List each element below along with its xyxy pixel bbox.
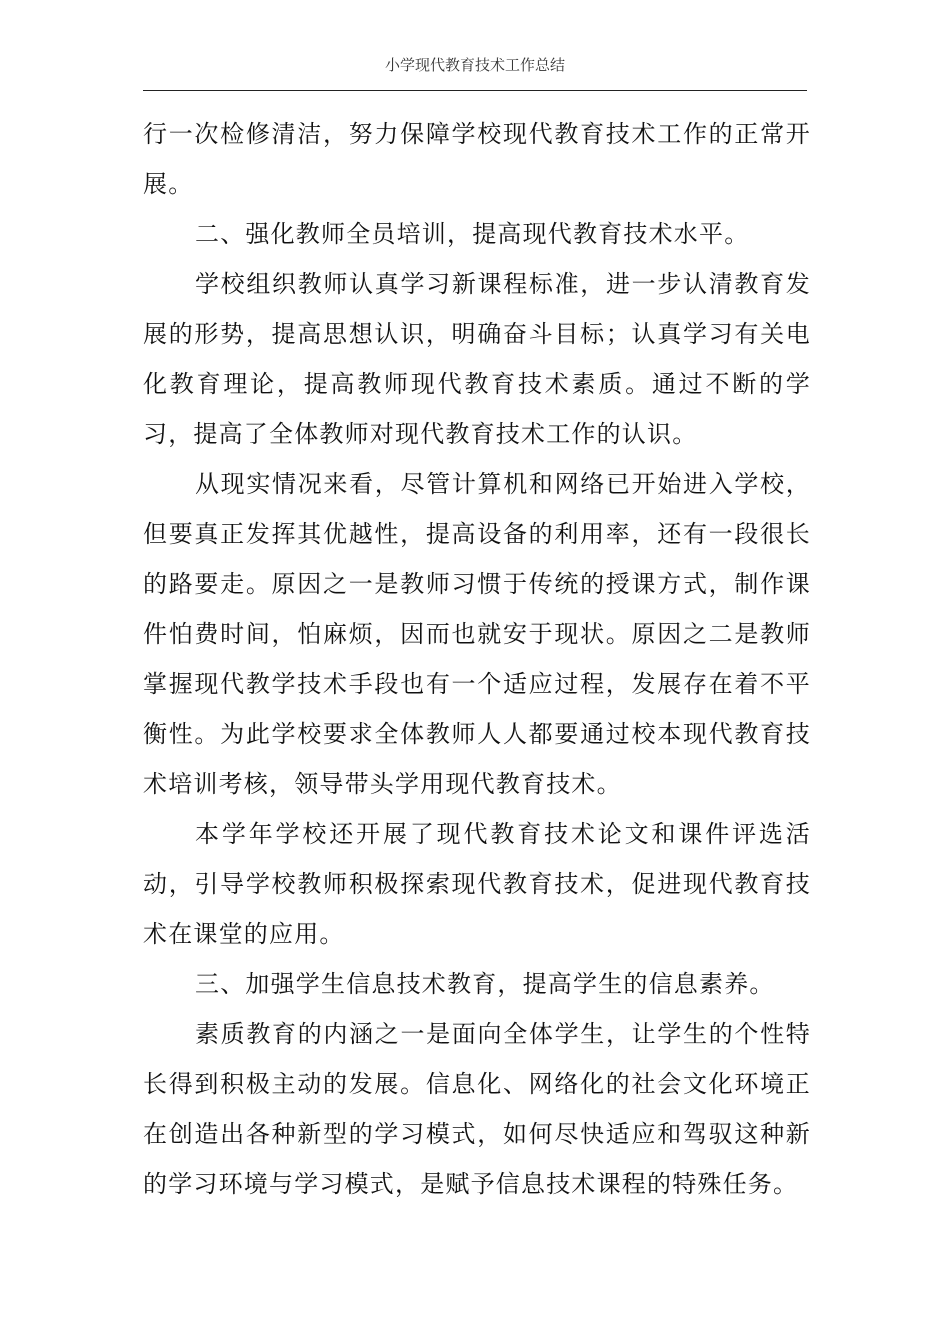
paragraph: 素质教育的内涵之一是面向全体学生，让学生的个性特长得到积极主动的发展。信息化、网络化的社会文化环境正在创造出各种新型的学习模式，如何尽快适应和驾驭这种新的学习环境与学习模式，是赋予信息技术课程的特殊任务。: [143, 1020, 811, 1198]
paragraph: 本学年学校还开展了现代教育技术论文和课件评选活动，引导学校教师积极探索现代教育技术，促进现代教育技术在课堂的应用。: [143, 820, 811, 948]
section-heading-3: 三、加强学生信息技术教育，提高学生的信息素养。: [195, 970, 775, 998]
header-divider: [143, 90, 807, 91]
paragraph: 学校组织教师认真学习新课程标准，进一步认清教育发展的形势，提高思想认识，明确奋斗目标；认真学习有关电化教育理论，提高教师现代教育技术素质。通过不断的学习，提高了全体教师对现代教育技术工作的认识。: [143, 270, 811, 448]
document-body: [143, 109, 811, 1209]
page-header-title: 小学现代教育技术工作总结: [384, 56, 565, 74]
paragraph: 从现实情况来看，尽管计算机和网络已开始进入学校，但要真正发挥其优越性，提高设备的利用率，还有一段很长的路要走。原因之一是教师习惯于传统的授课方式，制作课件怕费时间，怕麻烦，因而也就安于现状。原因之二是教师掌握现代教学技术手段也有一个适应过程，发展存在着不平衡性。为此学校要求全体教师人人都要通过校本现代教育技术培训考核，领导带头学用现代教育技术。: [143, 470, 811, 798]
section-heading-2: 二、强化教师全员培训，提高现代教育技术水平。: [195, 220, 750, 248]
paragraph-continuation: 行一次检修清洁，努力保障学校现代教育技术工作的正常开展。: [143, 120, 811, 198]
